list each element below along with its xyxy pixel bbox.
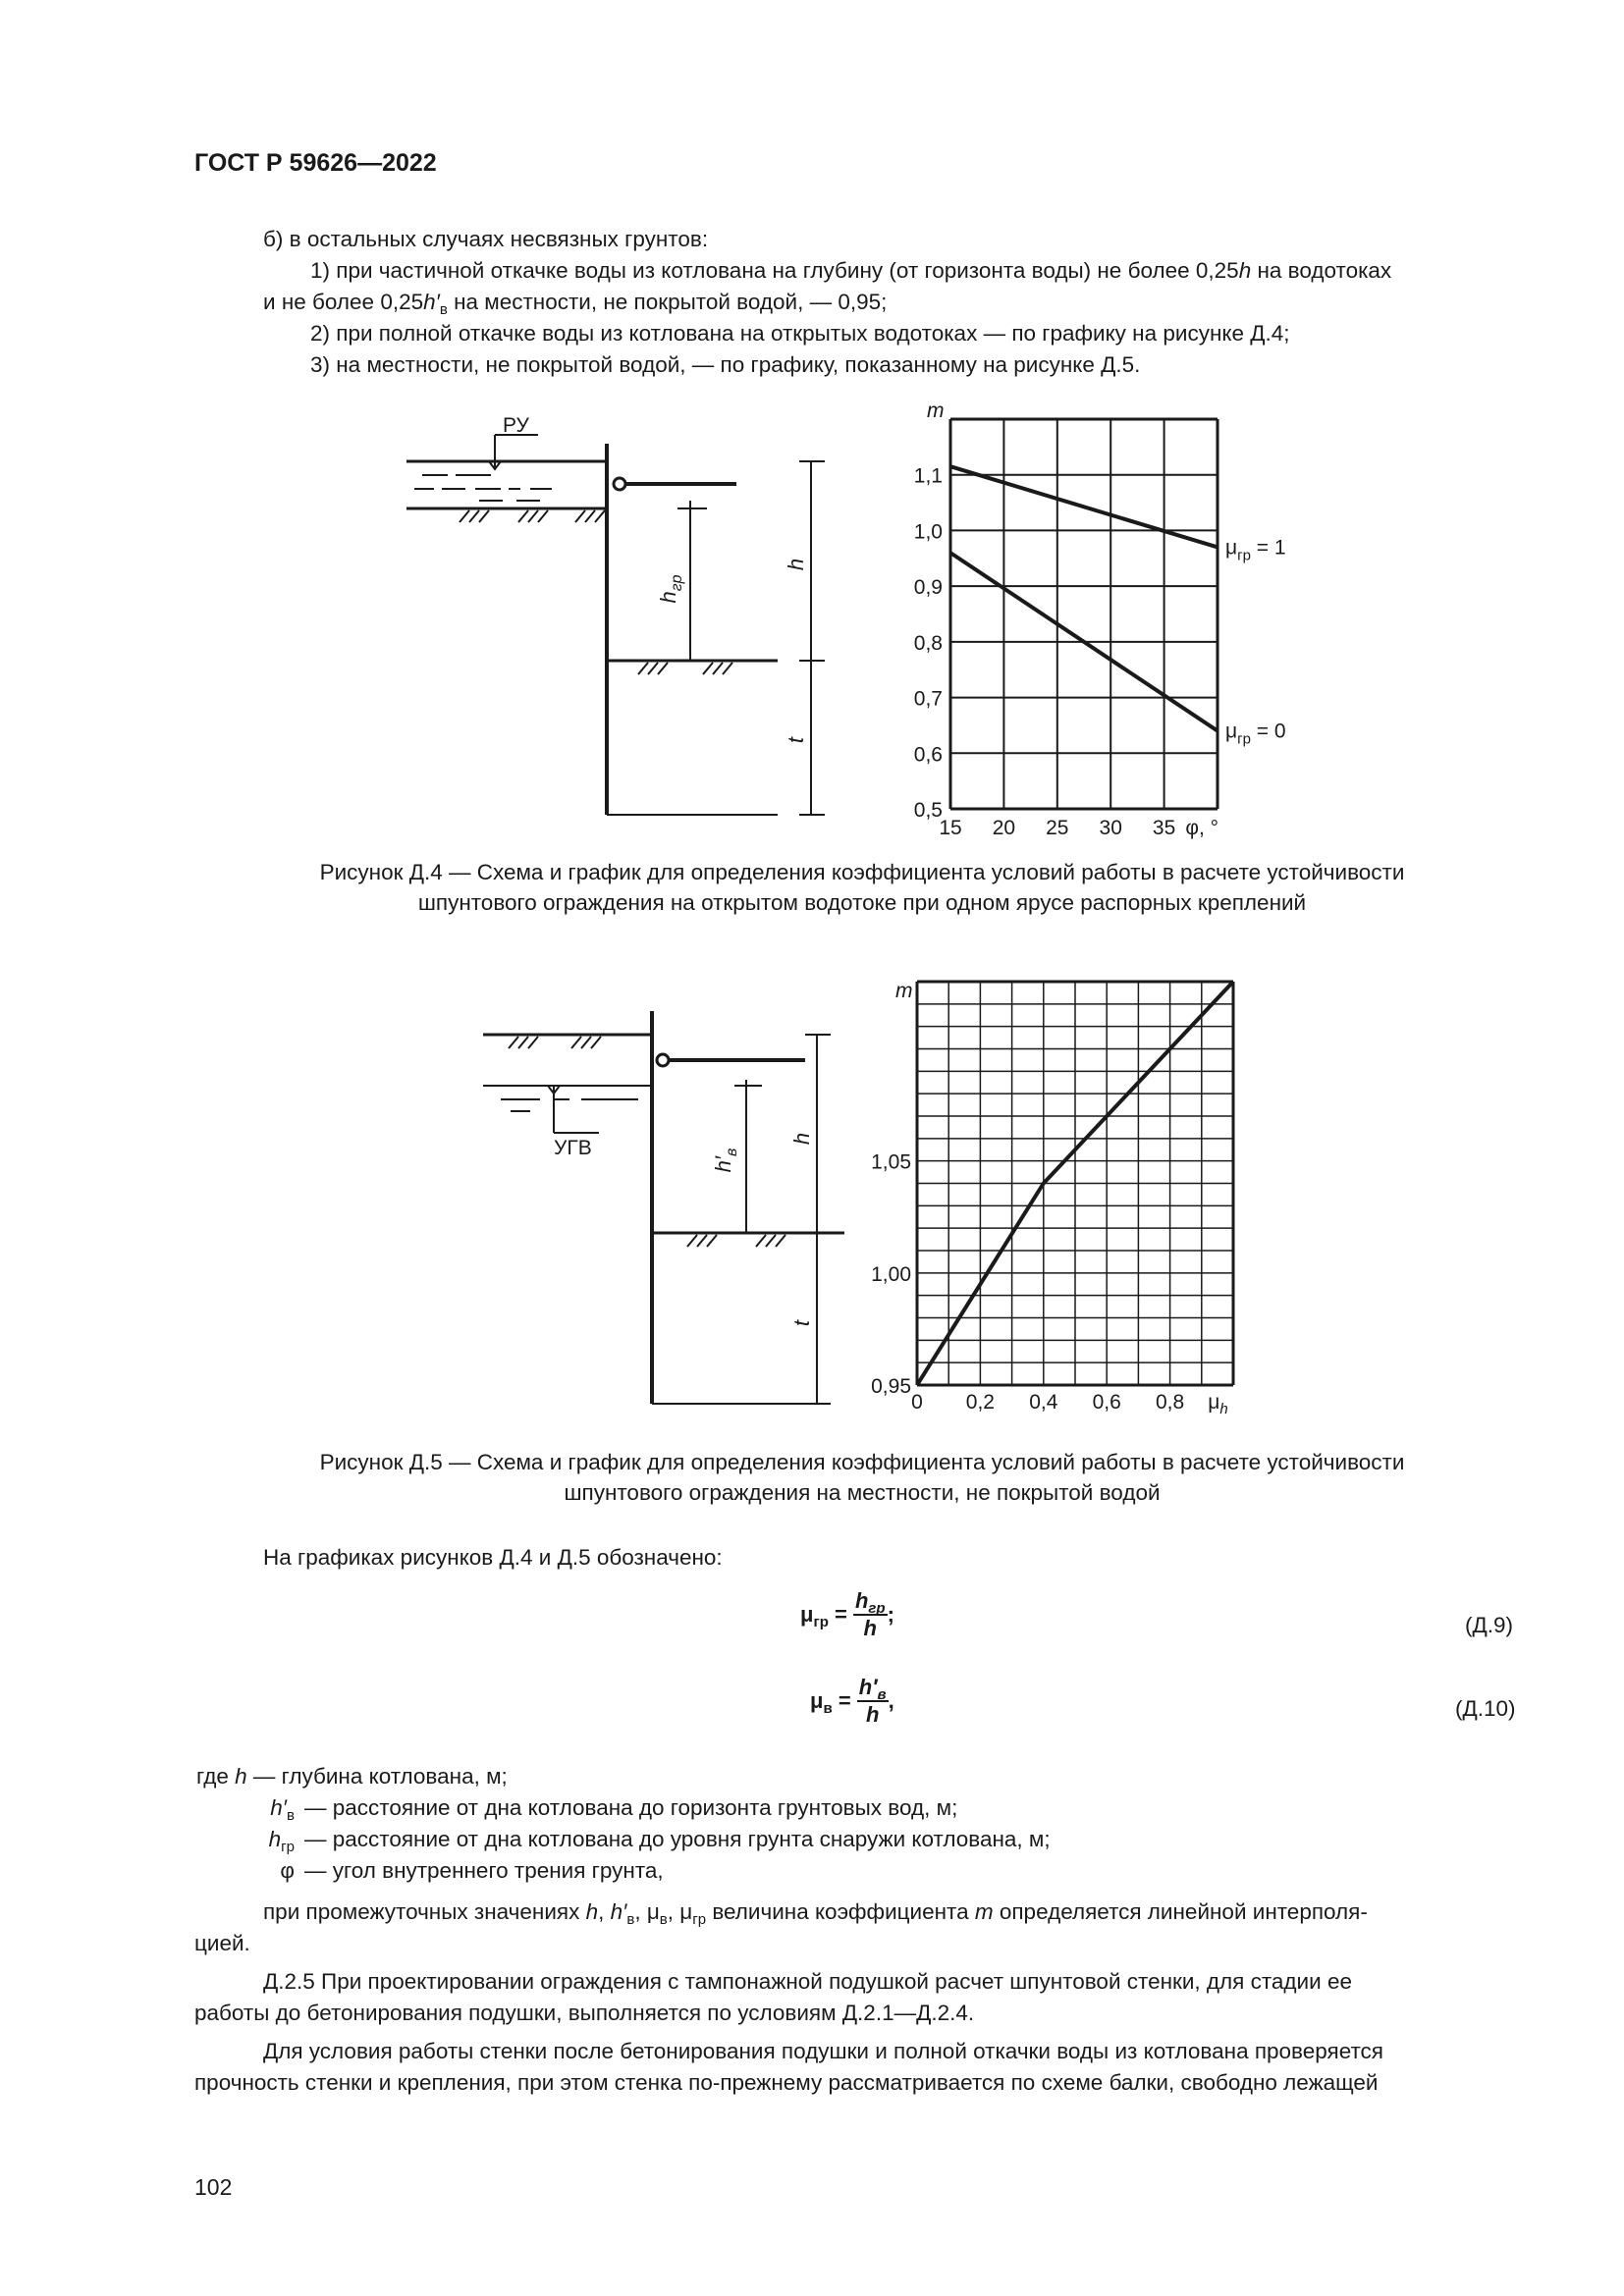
formula-d10-number: (Д.10) — [1455, 1696, 1516, 1721]
chart4-x-tick-label: 20 — [992, 817, 1016, 839]
interp-line2: цией. — [194, 1931, 250, 1955]
chart4-y-tick-label: 0,5 — [913, 799, 943, 822]
interp-line1: при промежуточных значениях h, $h'_в$, $\mu_в$, $\mu_{гр}$ величина коэффициента m определяется линейной интерполя- — [263, 1899, 1368, 1928]
chart4-y-tick-label: 0,7 — [913, 687, 943, 711]
chart5-x-tick-label: 0,6 — [1092, 1391, 1121, 1414]
chart5-y-axis-label: m — [895, 980, 913, 1002]
formula-d10: $\mu_в$ = $\frac{h'_в}{h}$ , — [810, 1675, 894, 1727]
chart4-y-tick-label: 0,8 — [913, 631, 943, 655]
fig4-caption-line2: шпунтового ограждения на открытом водотоке при одном ярусе распорных креплений — [417, 890, 1307, 915]
chart4-series-label: $\mu_{гр} = 1$ — [1225, 536, 1286, 564]
fig4-h-label: h — [784, 558, 808, 571]
item-1-line1: 1) при частичной откачке воды из котлована на глубину (от горизонта воды) не более 0,25h на водотоках — [310, 258, 1392, 283]
fig5-caption-line1: Рисунок Д.5 — Схема и график для определения коэффициента условий работы в расчете устойчивости — [319, 1450, 1405, 1474]
formula-d9: $\mu_{гр}$ = $\frac{h_{гр}}{h}$ ; — [800, 1588, 894, 1640]
document-header: ГОСТ Р 59626—2022 — [194, 149, 437, 177]
fig5-hv-label: $h'_в$ — [711, 1148, 740, 1173]
chart5-x-axis-label: $\mu_h$ — [1208, 1391, 1228, 1417]
chart4-series-label: $\mu_{гр} = 0$ — [1225, 720, 1286, 748]
chart4-y-axis-label: m — [927, 402, 945, 422]
chart4-x-tick-label: 35 — [1152, 817, 1176, 839]
item-3: 3) на местности, не покрытой водой, — по графику, показанному на рисунке Д.5. — [310, 352, 1141, 377]
para-last-line2: прочность стенки и крепления, при этом стенка по-прежнему рассматривается по схеме балки, свободно лежащей — [194, 2070, 1379, 2095]
chart4-y-tick-label: 0,9 — [913, 576, 943, 600]
chart5-y-tick-label: 1,05 — [871, 1150, 911, 1174]
chart5-y-tick-label: 0,95 — [871, 1375, 911, 1398]
chart4-x-tick-label: 30 — [1099, 817, 1122, 839]
page-number: 102 — [194, 2174, 233, 2200]
legend-intro: На графиках рисунков Д.4 и Д.5 обозначено: — [263, 1545, 723, 1570]
fig4-t-label: t — [784, 736, 808, 744]
def-h: где h — глубина котлована, м; — [196, 1764, 508, 1789]
item-b: б) в остальных случаях несвязных грунтов: — [263, 227, 709, 251]
chart4-x-axis-label: φ, ° — [1185, 817, 1219, 839]
fig5-groundwater-label: УГВ — [554, 1137, 592, 1159]
chart4-x-tick-label: 25 — [1046, 817, 1069, 839]
fig4-caption-line1: Рисунок Д.4 — Схема и график для определения коэффициента условий работы в расчете устойчивости — [319, 860, 1405, 884]
chart5-y-tick-label: 1,00 — [871, 1262, 911, 1286]
chart4-series-line — [950, 466, 1218, 547]
item-2: 2) при полной откачке воды из котлована на открытых водотоках — по графику на рисунке Д.4; — [310, 321, 1290, 346]
fig4-water-level-label: РУ — [503, 414, 529, 437]
chart4-y-tick-label: 1,1 — [913, 464, 943, 488]
para-d25-line1: Д.2.5 При проектировании ограждения с тампонажной подушкой расчет шпунтовой стенки, для стадии ее — [263, 1969, 1352, 1994]
para-last-line1: Для условия работы стенки после бетонирования подушки и полной откачки воды из котлована проверяется — [263, 2039, 1383, 2063]
para-d25-line2: работы до бетонирования подушки, выполняется по условиям Д.2.1—Д.2.4. — [194, 2001, 975, 2025]
chart4-x-tick-label: 15 — [939, 817, 962, 839]
formula-d9-number: (Д.9) — [1465, 1613, 1513, 1637]
fig5-t-label: t — [789, 1319, 814, 1327]
fig5-scheme — [471, 1001, 864, 1414]
fig5-chart — [864, 972, 1276, 1443]
chart5-x-tick-label: 0,4 — [1029, 1391, 1058, 1414]
fig4-hgr-label: $h_{гр}$ — [656, 574, 685, 604]
fig4-chart — [884, 402, 1355, 864]
chart4-y-tick-label: 1,0 — [913, 520, 943, 544]
fig5-h-label: h — [789, 1132, 814, 1146]
fig5-caption-line2: шпунтового ограждения на местности, не покрытой водой — [564, 1480, 1161, 1505]
fig4-scheme — [393, 402, 854, 825]
item-1-line2: и не более $0,25h'_в$ на местности, не покрытой водой, — 0,95; — [263, 290, 888, 318]
chart4-y-tick-label: 0,6 — [913, 743, 943, 767]
chart5-x-tick-label: 0,8 — [1155, 1391, 1185, 1414]
chart5-x-tick-label: 0 — [911, 1391, 923, 1414]
chart5-x-tick-label: 0,2 — [965, 1391, 996, 1414]
